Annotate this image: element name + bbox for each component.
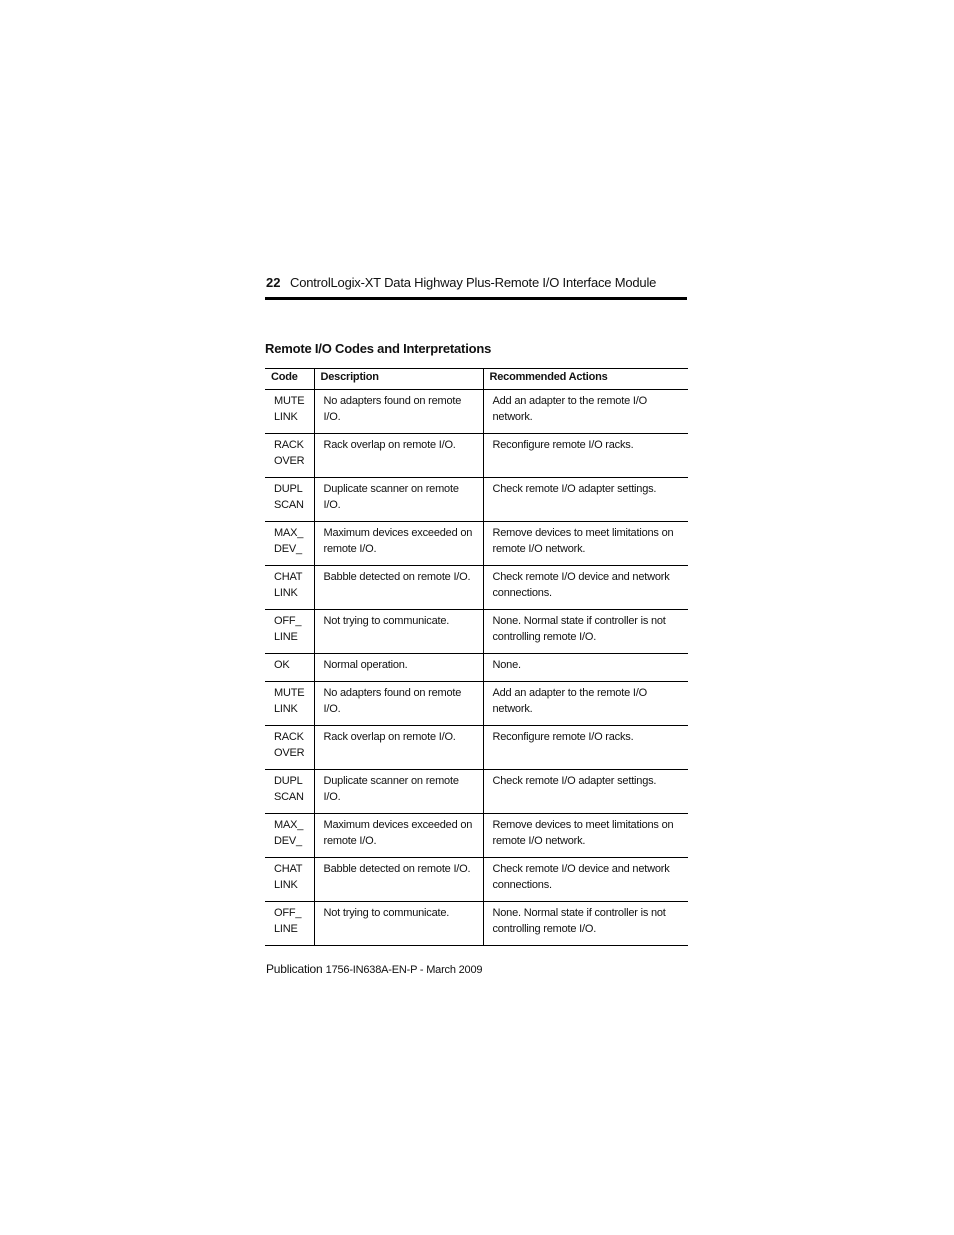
publication-footer — [266, 962, 482, 976]
code-cell — [265, 858, 314, 902]
action-cell: None. — [483, 654, 688, 682]
action-cell: Reconfigure remote I/O racks. — [483, 434, 688, 478]
action-cell: Reconfigure remote I/O racks. — [483, 726, 688, 770]
code-cell — [265, 770, 314, 814]
description-cell: Duplicate scanner on remote I/O. — [314, 770, 483, 814]
code-cell — [265, 390, 314, 434]
code-line: OK — [274, 659, 290, 671]
table-title: Remote I/O Codes and Interpretations — [265, 341, 492, 356]
code-line: RACK — [274, 439, 304, 451]
code-cell — [265, 682, 314, 726]
code-line: LINK — [274, 702, 298, 715]
table-row — [265, 610, 688, 654]
code-line: LINK — [274, 878, 298, 891]
code-cell — [265, 522, 314, 566]
table-row — [265, 858, 688, 902]
code-line: DEV_ — [274, 542, 302, 555]
code-line: OVER — [274, 746, 305, 759]
action-cell: Remove devices to meet limitations on remote I/O network. — [483, 522, 688, 566]
code-line: LINE — [274, 922, 298, 935]
column-header-description: Description — [314, 369, 483, 390]
description-cell: Babble detected on remote I/O. — [314, 858, 483, 902]
table-row — [265, 478, 688, 522]
action-cell: Remove devices to meet limitations on remote I/O network. — [483, 814, 688, 858]
code-line: LINE — [274, 630, 298, 643]
table-row — [265, 654, 688, 682]
code-line: MAX_ — [274, 819, 304, 831]
action-cell: Check remote I/O device and network connections. — [483, 858, 688, 902]
table-row — [265, 522, 688, 566]
codes-table — [265, 368, 688, 946]
action-cell: Add an adapter to the remote I/O network. — [483, 390, 688, 434]
code-cell — [265, 726, 314, 770]
code-cell — [265, 654, 314, 682]
code-line: LINK — [274, 410, 298, 423]
header-title: ControlLogix-XT Data Highway Plus-Remote I/O Interface Module — [290, 275, 657, 290]
code-cell — [265, 902, 314, 946]
action-cell: None. Normal state if controller is not controlling remote I/O. — [483, 610, 688, 654]
description-cell: Not trying to communicate. — [314, 610, 483, 654]
action-cell: Check remote I/O adapter settings. — [483, 770, 688, 814]
action-cell: None. Normal state if controller is not controlling remote I/O. — [483, 902, 688, 946]
table-row — [265, 902, 688, 946]
table-row — [265, 682, 688, 726]
page-number: 22 — [266, 275, 281, 290]
description-cell: Babble detected on remote I/O. — [314, 566, 483, 610]
table-row — [265, 770, 688, 814]
action-cell: Check remote I/O device and network connections. — [483, 566, 688, 610]
action-cell: Check remote I/O adapter settings. — [483, 478, 688, 522]
table-row — [265, 814, 688, 858]
table-header-row — [265, 369, 688, 390]
code-cell — [265, 566, 314, 610]
description-cell: Rack overlap on remote I/O. — [314, 434, 483, 478]
table-row — [265, 726, 688, 770]
table-row — [265, 566, 688, 610]
code-cell — [265, 814, 314, 858]
code-line: DUPL — [274, 483, 303, 495]
description-cell: No adapters found on remote I/O. — [314, 390, 483, 434]
code-line: LINK — [274, 586, 298, 599]
description-cell: Normal operation. — [314, 654, 483, 682]
code-cell — [265, 478, 314, 522]
table-row — [265, 390, 688, 434]
description-cell: Duplicate scanner on remote I/O. — [314, 478, 483, 522]
code-cell — [265, 434, 314, 478]
code-line: CHAT — [274, 571, 303, 583]
code-line: DEV_ — [274, 834, 302, 847]
code-line: MUTE — [274, 395, 305, 407]
action-cell: Add an adapter to the remote I/O network. — [483, 682, 688, 726]
code-line: OFF_ — [274, 907, 302, 919]
column-header-actions: Recommended Actions — [483, 369, 688, 390]
description-cell: No adapters found on remote I/O. — [314, 682, 483, 726]
code-line: MUTE — [274, 687, 305, 699]
code-line: OFF_ — [274, 615, 302, 627]
description-cell: Maximum devices exceeded on remote I/O. — [314, 522, 483, 566]
description-cell: Maximum devices exceeded on remote I/O. — [314, 814, 483, 858]
code-line: DUPL — [274, 775, 303, 787]
code-line: SCAN — [274, 790, 304, 803]
code-line: RACK — [274, 731, 304, 743]
code-cell — [265, 610, 314, 654]
code-line: CHAT — [274, 863, 303, 875]
code-line: SCAN — [274, 498, 304, 511]
description-cell: Not trying to communicate. — [314, 902, 483, 946]
description-cell: Rack overlap on remote I/O. — [314, 726, 483, 770]
table-row — [265, 434, 688, 478]
publication-id: 1756-IN638A-EN-P - March 2009 — [325, 964, 483, 976]
code-line: OVER — [274, 454, 305, 467]
page-header — [265, 275, 687, 300]
code-line: MAX_ — [274, 527, 304, 539]
column-header-code: Code — [265, 369, 314, 390]
publication-label: Publication — [266, 962, 323, 976]
